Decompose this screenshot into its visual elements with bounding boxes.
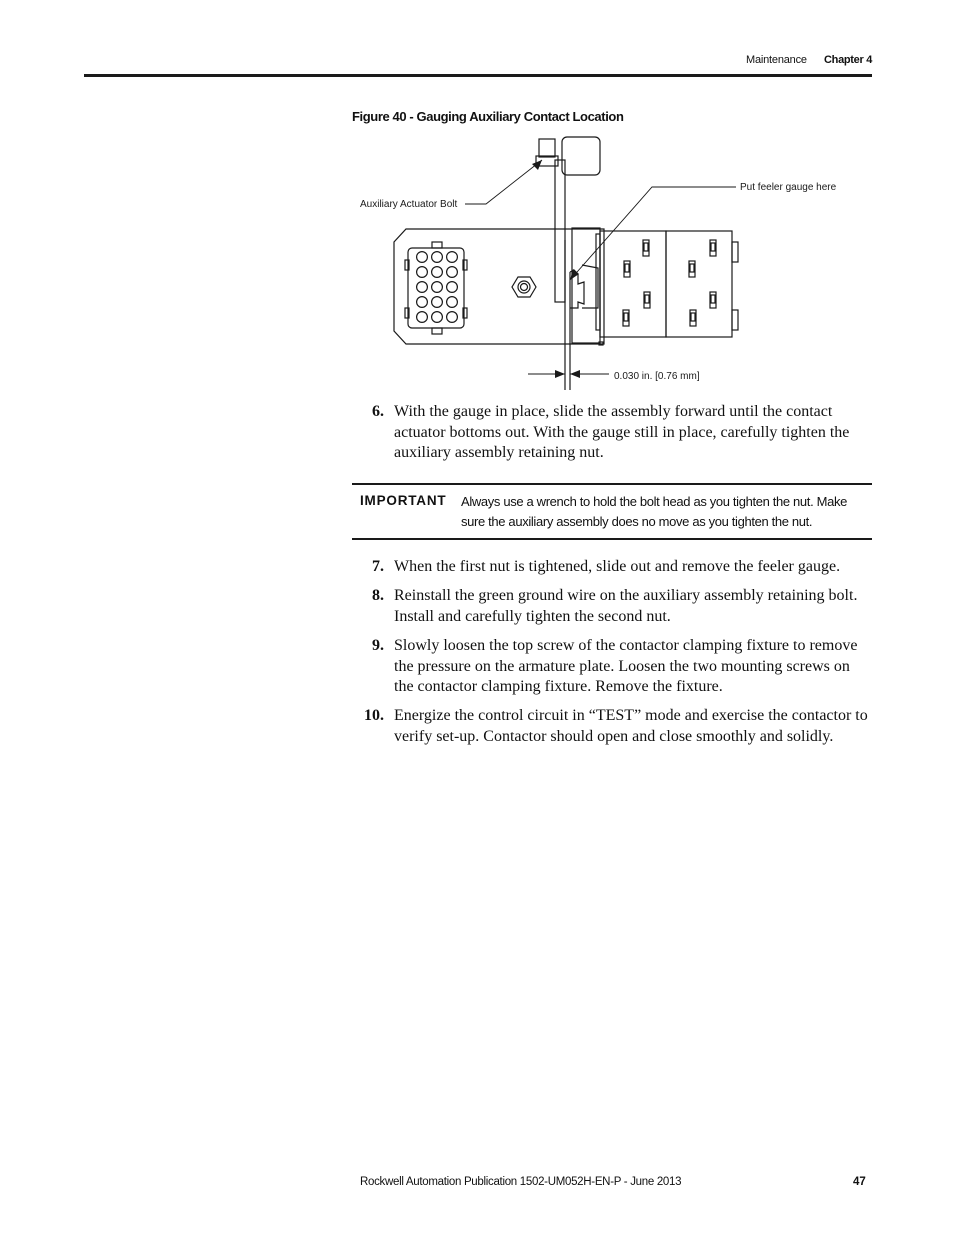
step-number: 7.	[372, 558, 384, 575]
auxiliary-contact-diagram	[352, 132, 872, 392]
bolt-leader	[465, 160, 542, 204]
contact-slots	[623, 240, 716, 326]
actuator-bolt-head	[562, 137, 600, 175]
footer-publication: Rockwell Automation Publication 1502-UM052H-EN-P - June 2013	[360, 1176, 682, 1188]
feeler-label: Put feeler gauge here	[740, 182, 837, 193]
aux-contact-right	[666, 231, 732, 337]
running-header-chapter: Chapter 4	[824, 54, 873, 66]
step-text: Slowly loosen the top screw of the contactor clamping fixture to remove the pressure on the armature plate. Loosen the two mounting screws on the contactor clamping fixture. Remove the fixture.	[394, 637, 858, 696]
step-text: Energize the control circuit in “TEST” mode and exercise the contactor to verify set-up. Contactor should open and close smoothly and solidly.	[394, 707, 868, 745]
actuator-bar	[555, 160, 565, 302]
terminal-pins	[417, 252, 458, 323]
running-header-section: Maintenance	[746, 54, 807, 66]
step-text: With the gauge in place, slide the assembly forward until the contact actuator bottoms out. With the gauge still in place, carefully tighten the auxiliary assembly retaining nut.	[394, 403, 850, 462]
important-callout	[352, 483, 872, 540]
step-text: When the first nut is tightened, slide out and remove the feeler gauge.	[394, 558, 841, 575]
gap-label: 0.030 in. [0.76 mm]	[614, 371, 700, 382]
step-number: 10.	[364, 707, 384, 724]
step-number: 6.	[372, 403, 384, 420]
hex-nut	[512, 277, 536, 297]
step-number: 8.	[372, 587, 384, 604]
important-label: IMPORTANT	[360, 493, 447, 508]
header-rule	[84, 74, 872, 77]
step-text: Reinstall the green ground wire on the auxiliary assembly retaining bolt. Install and carefully tighten the second nut.	[394, 587, 858, 625]
page-number: 47	[853, 1176, 866, 1188]
step-number: 9.	[372, 637, 384, 654]
aux-contact-left	[600, 231, 666, 337]
feeler-leader	[570, 187, 736, 280]
figure-caption: Figure 40 - Gauging Auxiliary Contact Location	[352, 109, 624, 124]
bolt-label: Auxiliary Actuator Bolt	[360, 199, 458, 210]
important-text: Always use a wrench to hold the bolt head as you tighten the nut. Make sure the auxiliary assembly does no move as you tighten the nut.	[461, 494, 847, 529]
